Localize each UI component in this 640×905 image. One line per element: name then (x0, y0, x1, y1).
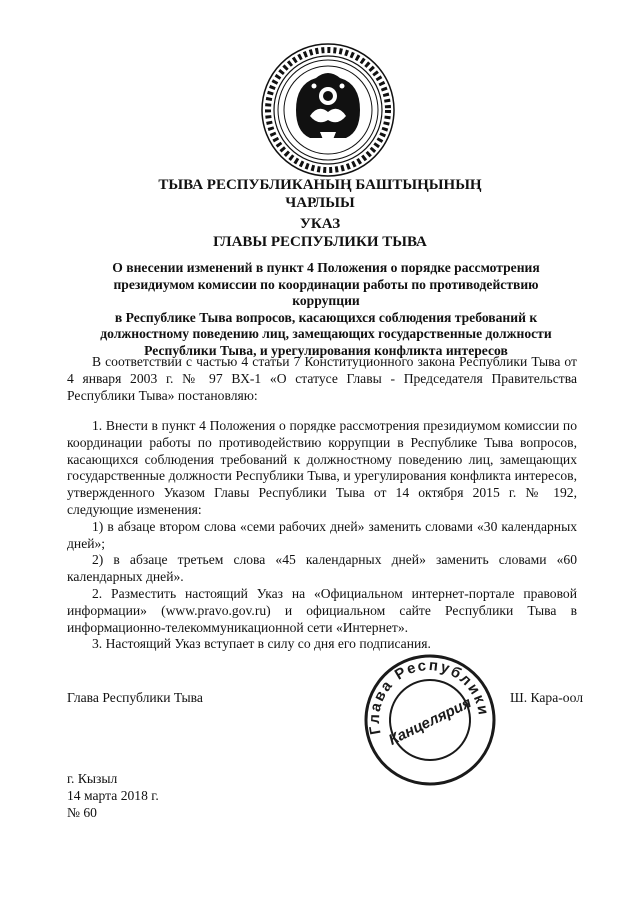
header-line-4: ГЛАВЫ РЕСПУБЛИКИ ТЫВА (213, 234, 427, 250)
header-russian (0, 215, 640, 251)
decree-items (67, 418, 577, 653)
coat-of-arms-emblem (258, 40, 398, 180)
header-tuvan (0, 176, 640, 212)
document-footer (67, 770, 159, 821)
office-stamp (360, 650, 500, 790)
subject-line-3: в Республике Тыва вопросов, касающихся соблюдения требований к (114, 309, 538, 325)
item-1-sub-2: 2) в абзаце третьем слова «45 календарных дней» заменить словами «60 календарных дней». (67, 552, 577, 585)
header-line-1: ТЫВА РЕСПУБЛИКАНЫҢ БАШТЫҢЫНЫҢ (158, 177, 482, 193)
subject-line-2: президиумом комиссии по координации работы по противодействию коррупции (113, 276, 539, 309)
item-1: 1. Внести в пункт 4 Положения о порядке рассмотрения президиумом комиссии по координации работы по противодействию коррупции в Республике Тыва вопросов, касающихся соблюдения требований к должностному поведению лиц, замещающих государственные должности Республики Тыва, и урегулирования конфликта интересов, утвержденного Указом Главы Республики Тыва от 14 октября 2015 г. № 192, следующие изменения: (67, 418, 577, 517)
subject-line-4: должностному поведению лиц, замещающих государственные должности (100, 326, 552, 342)
header-line-2: ЧАРЛЫЫ (285, 195, 355, 211)
intro-paragraph: В соответствии с частью 4 статьи 7 Конституционного закона Республики Тыва от 4 января 2003 г. № 97 ВХ-1 «О статусе Главы - Председателя Правительства Республики Тыва» постановляю: (67, 354, 577, 403)
item-3: 3. Настоящий Указ вступает в силу со дня его подписания. (92, 636, 431, 652)
stamp-center-text: Канцелярия (386, 694, 475, 749)
stamp-ring-text: Глава Республики (365, 656, 493, 736)
signatory-title: Глава Республики Тыва (67, 690, 203, 705)
issue-date: 14 марта 2018 г. (67, 788, 159, 803)
item-1-sub-1: 1) в абзаце втором слова «семи рабочих дней» заменить словами «30 календарных дней»; (67, 518, 577, 551)
issue-city: г. Кызыл (67, 771, 118, 786)
decree-subject (78, 260, 574, 360)
subject-line-1: О внесении изменений в пункт 4 Положения о порядке рассмотрения (112, 260, 540, 275)
item-2: 2. Разместить настоящий Указ на «Официальном интернет-портале правовой информации» (www.pravo.gov.ru) и официальном сайте Республики Тыва в информационно-телекоммуникационной сети «Интернет». (67, 585, 577, 635)
signatory-name: Ш. Кара-оол (510, 690, 583, 705)
header-line-3: УКАЗ (299, 216, 341, 232)
decree-number: № 60 (67, 805, 97, 820)
subject-line-5: Республики Тыва, и урегулирования конфликта интересов (144, 342, 508, 358)
